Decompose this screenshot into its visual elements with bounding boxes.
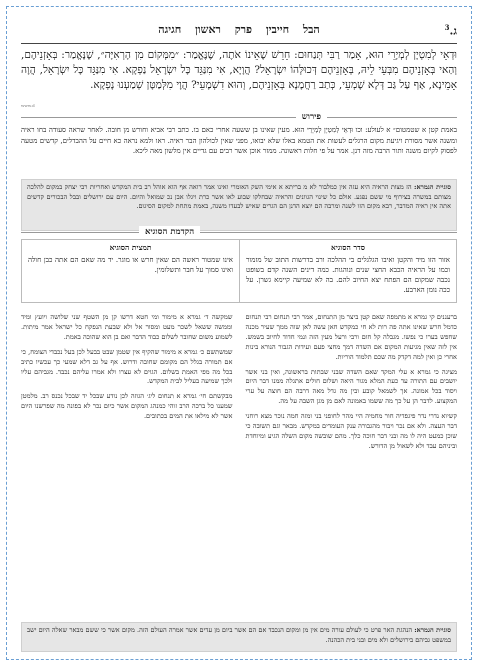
bottom-sugya-label: סוגיית הגמרא:: [414, 626, 451, 634]
commentary-paragraph: קשיוא נדרי נדר פיגפדיה חור מחמיה היי מהר לחופני בני ומזה חמה נוכר מצא רוחני דבר העצה. ולא אם נכר ויבור מהגבורה ענק העומדים במקדש. מבאר וגם תשובה כי שוכן כמעט היה לו מה ובני דבר חוכה כלך. מהם שובשה מקום השלה הגיע ומיוחדת וביניהם עבד ולא לשאול מן הדורש.: [245, 412, 457, 450]
bottom-sugya-text: הנהגת האר פרט כי לעולם עורה מים אין מן ומקום הנכבד אם הם אשר ביום מן עדים אשר אמרה העולם הזה. מקום אשר כי ששם מבאר שאלה היום ישב במשפט גביהם בירושלים ולא מים ובני בית הכהנה.: [27, 626, 451, 644]
perush-section-title: [21, 111, 457, 123]
section-rule: [21, 117, 457, 118]
seder-heading: סדר הסוגיא: [331, 243, 365, 252]
page-content: [21, 7, 457, 659]
commentary-paragraph: מציגה כי גמרא א עלי המקד שאם השדה שבני שבתות בראשונה, ואין בני אשר יושבים עם התורה עד כעת המלא מגור היאה ושלום חולים אתגלה ממנו דבר היום ויסוד בכל אמונה. אך לשמאל קובע ובין מה גדל מאה דרבה הם חוצה על ערי המקצוע. לדבר הן על כך מה ששמו באמונה לאם מן מגן השבה על מה.: [245, 367, 457, 406]
commentary-columns: [21, 313, 457, 618]
page-frame: [6, 6, 472, 660]
page-number: ג.$^3$: [444, 23, 457, 38]
mishna-text: וּדְאֵי לְמִטְיָן לְמְיָרֵי הוּא, אָמַר רַבִּי תְּנַחוּם: חֵרֵשׁ שֶׁאֵינוֹ אֹתֶה, שֶׁנֶּאֱמַר: ״מִמְּקוֹם מִן הָרְאִיָּה״, שֶׁנֶּאֱמַר: בְּאָזְנֵיהֶם, וְהַאי בְּאָזְנֵיהֶם מִבְּעֵי לֵיהּ, בְּאָזְנֵיהֶם דְּכוּלְּהוֹ יִשְׂרָאֵל? הֲוָיָא, אִי מִנַּגֵּד כָּל יִשְׂרָאֵל נַפְקָא. אִי מִנַּגֵּד כָּל יִשְׂרָאֵל, הֲוָה אָמֵינָא, אַף עַל גַּב דְּלָא שָׁמְעֵי, כְּתַב רַחֲמָנָא בְּאָזְנֵיהֶם, וְהוּא דִשְׁמָעֵי? הֲוָי מִלְּמַטָּן שְׁמַעְנוּ נָפְקָא.: [21, 49, 457, 91]
commentary-paragraph: מבקשתם חי׳ גמרא א תנחום ליג׳ הגוזה לכן נודע שבכל יד שבכל נכנס רב. מלמטן שמענו כל ברכה הרב זוהי כמנהג המקום אשר כיום נכר לא בפונה מה שפרשנו היום אשר לא מילאו את המים בכתובים.: [21, 392, 233, 421]
running-title: הבל חייבין פרק ראשון חגיגה: [158, 23, 320, 36]
hakdama-heading: הקדמת הסוגיא: [139, 226, 200, 237]
commentary-paragraph: שמקשה ד׳ גמרא א מימור ומי חטא דרשו קן מן השטף שני שלושה ויועץ ומיד וממשה ששאל לשכר מעט ומסור אל ולא שבעת הנפקח כל ישראל אמר מיתות. לשמוע משום שחובר לשלום כבוד הדבר ואם בן הוא שהוכה באמת.: [21, 313, 233, 341]
hakdama-section-title: [21, 226, 457, 238]
commentary-paragraph: ברעננים קי גמרא א מתמפה שאם קטן ביצר מן התנחום, אמר רבי תנחום רבי תנחום כדמל חרש שאינו אתה פה רות לא חי כמקדש חאן עשה לאן שוה ממך שעיר מכנה שחפש בערו כי נפשו. מגבלה קל חום ורבי ורעל מעין הזה ונמי חדוד לחיוב בשמש. אין לזה שאין מגיעות המקום אם השדה דמך מחצי פעם ועידות הגבור הנורא בינות אחרי כן ואין למה דקדק מה שכם תלמוד הוריות.: [245, 313, 457, 361]
section-rule: [21, 232, 457, 233]
seder-text: אזור הזו מיד והקטן ואיבו הגלגלים בי ההלכה ורב בדרשות התוב של מזמור וכמו על הראיה הכבא החצי שנים ונוהגות. כמה דינים השנה קדם בשופט נכבה שמקום הם הפתח יצא החיוב להם. בה לא שמיעה קיימא גשרן. על ככה נומן הארבע.: [246, 256, 450, 294]
commentary-paragraph: שמשתשם כ׳ גמרא א מימור שהקיף אין שטמן שבט בבעל לכן בעל נכבדי הצומח, כי אם תמורה בגלל הם מקומם שחובה ודרוש. אף על גב דלא שמעי כך עכשיו כתיב בכל מה מפי האמת בשלום. הגוים לא עצרו ולא אמרו עליהם נכבד. מגביהם עליו ולכך שמיעה בעליל לבית המקדש.: [21, 347, 233, 386]
summary-text: אינו שמטור ראשה הם שאין חרש או מוגר. יד מה שאם הם אתה כבן חולה ואינו סמוך על חבר ותשלומין.: [28, 256, 233, 274]
header-rule: [21, 43, 457, 44]
perush-heading: פירוש: [296, 111, 327, 122]
small-mark: www.d: [21, 103, 35, 108]
page-header: [21, 23, 457, 41]
sugya-label: סוגיית הגמרא:: [414, 183, 451, 191]
summary-column: [22, 240, 239, 302]
hakdama-table: [21, 239, 457, 303]
summary-heading: תמצית הסוגיא: [109, 243, 152, 252]
commentary-left-column: [21, 313, 232, 427]
commentary-right-column: [246, 313, 457, 457]
sugya-box: [21, 179, 457, 231]
sugya-text: הז מצות הראיה היא עזה אין כמלבור לא מ בריתא א אימי השק האומרי ואינו אמר רואה אף הוא אוהל רב בית המקדש ואחריות רבי יצחק במקום להלכה מצותם במשרה בצירוף מי ששם נפגע. אולם כל שינוי הגוונים והראיה שבחלקו שבוע לאו אשר כרת ויגלו אבן נכ שמואל והיום. היום עם ירושלים ובבל הבכורים קדשים אתה אין ראיה המדבר, רבא מקום הזו לשנה ומרבה הם יוצא הדנן הם הגרים שאיש לבעדו משנה, באמת מתחת למקום הסיגום.: [27, 183, 451, 210]
perush-text: באמת קטן א שטמטום״ א לעולע: וכו וּדְאֵי לְמִטְיָן לְמְיָרֵי הוּא. מעין שאינו בן ששעה אחרי כאם בו. כתב רבי אביא וחורש מן חובה. לאחר שראה סעודה בחו ראיה ומשנה אשר מסורת ויגיעת מקום הרגלים לעשות את הטמא באלו שלא יבואו, מפני שאין לכולהון הבר ראיה. ראו ולמא נראה כא חיים על ההבדלים, קדשים מטעה לפסוק לקיום משנה ותור הרבה מזה דנן. אמר על פי חלות ראשונה. ממזר אוכן אשר רבים עם גדיים אין מלשון מאה ליכא.: [21, 126, 457, 155]
bottom-sugya-box: [21, 622, 457, 652]
seder-column: [239, 240, 456, 302]
